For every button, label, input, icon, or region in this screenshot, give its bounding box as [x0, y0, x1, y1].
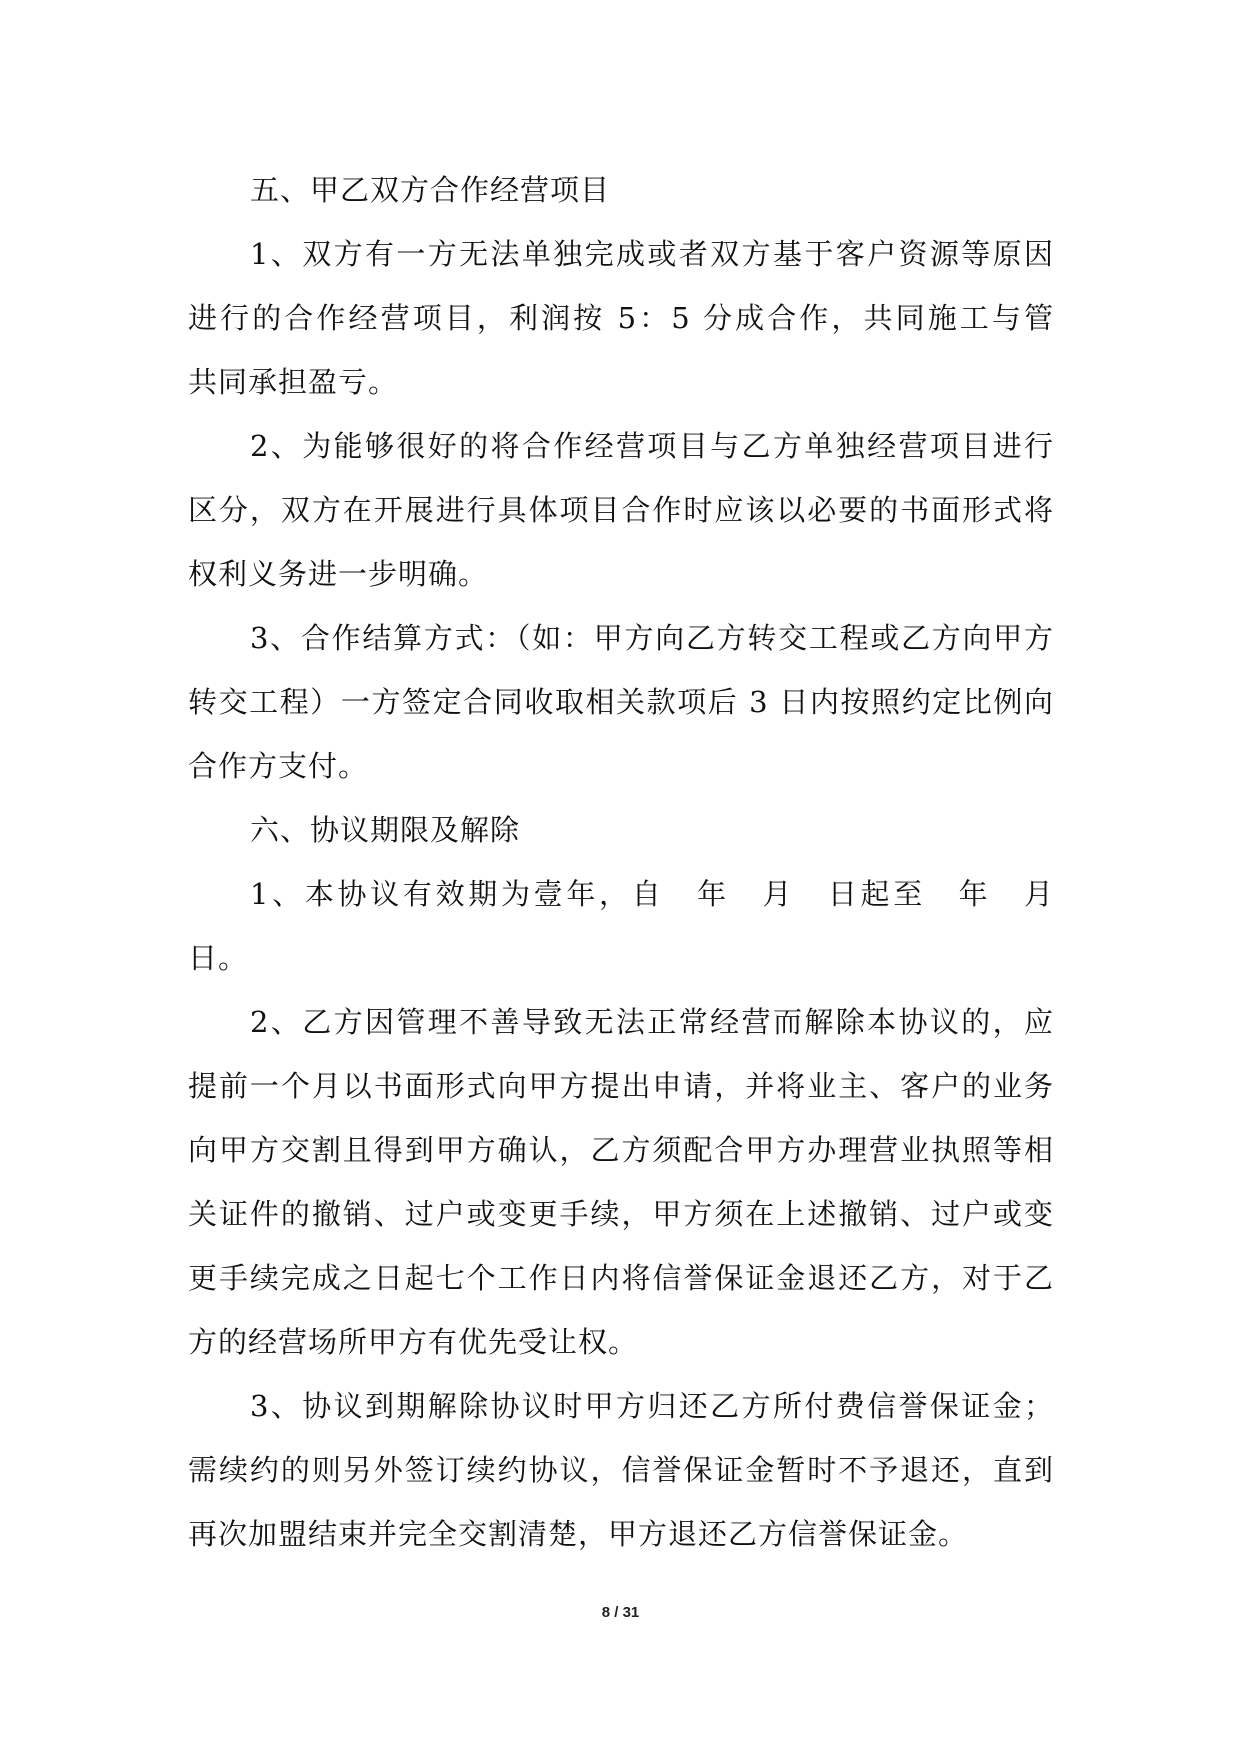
- text-line: 再次加盟结束并完全交割清楚，甲方退还乙方信誉保证金。: [188, 1517, 969, 1551]
- text-line: 2、乙方因管理不善导致无法正常经营而解除本协议的，应: [250, 1005, 1054, 1039]
- text-line: 方的经营场所甲方有优先受让权。: [188, 1325, 639, 1359]
- text-line: 1、双方有一方无法单独完成或者双方基于客户资源等原因: [250, 237, 1054, 271]
- text-line: 转交工程）一方签定合同收取相关款项后 3 日内按照约定比例向: [188, 685, 1054, 719]
- text-line: 提前一个月以书面形式向甲方提出申请，并将业主、客户的业务: [188, 1069, 1054, 1103]
- page-number: 8 / 31: [601, 1604, 640, 1621]
- text-line: 3、合作结算方式：（如：甲方向乙方转交工程或乙方向甲方: [250, 621, 1054, 655]
- text-line: 六、协议期限及解除: [250, 813, 521, 847]
- document-body: [188, 158, 1054, 1566]
- text-line: 更手续完成之日起七个工作日内将信誉保证金退还乙方，对于乙: [188, 1261, 1054, 1295]
- text-line: 五、甲乙双方合作经营项目: [250, 173, 611, 207]
- text-line: 权利义务进一步明确。: [188, 557, 489, 591]
- text-line: 3、协议到期解除协议时甲方归还乙方所付费信誉保证金；: [250, 1389, 1054, 1423]
- text-line: 区分，双方在开展进行具体项目合作时应该以必要的书面形式将: [188, 493, 1054, 527]
- text-line: 关证件的撤销、过户或变更手续，甲方须在上述撤销、过户或变: [188, 1197, 1054, 1231]
- text-line: 合作方支付。: [188, 749, 369, 783]
- text-line: 日。: [188, 941, 249, 975]
- text-line: 需续约的则另外签订续约协议，信誉保证金暂时不予退还，直到: [188, 1453, 1054, 1487]
- text-line: 1、本协议有效期为壹年，自 年 月 日起至 年 月: [250, 877, 1054, 911]
- text-line: 2、为能够很好的将合作经营项目与乙方单独经营项目进行: [250, 429, 1054, 463]
- text-line: 共同承担盈亏。: [188, 365, 399, 399]
- text-line: 向甲方交割且得到甲方确认，乙方须配合甲方办理营业执照等相: [188, 1133, 1054, 1167]
- text-line: 进行的合作经营项目，利润按 5：5 分成合作，共同施工与管: [188, 301, 1054, 335]
